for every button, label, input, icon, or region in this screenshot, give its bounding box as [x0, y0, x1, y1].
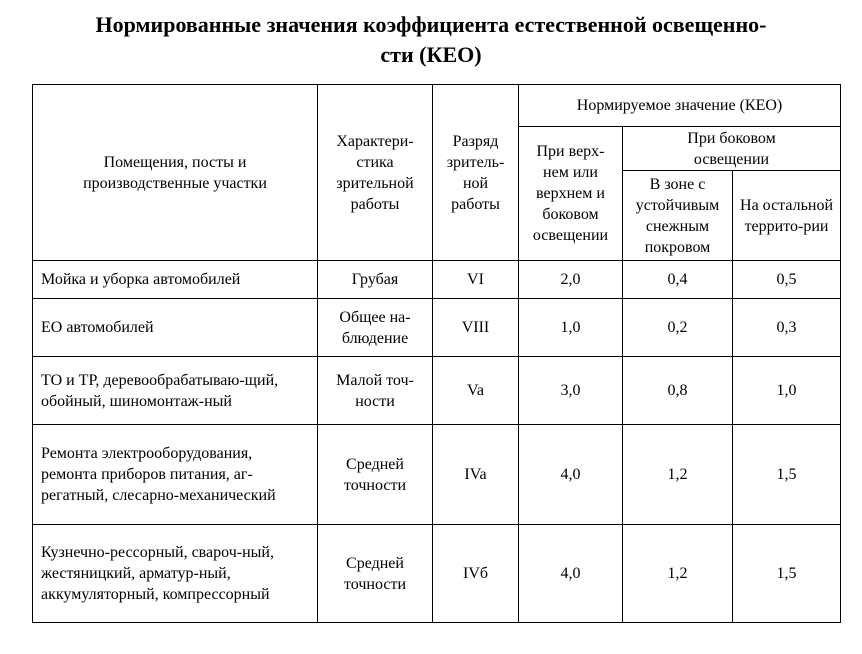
- cell-snow: 1,2: [623, 525, 733, 623]
- cell-other: 1,5: [733, 525, 841, 623]
- header-category: Разряд зритель-ной работы: [433, 85, 519, 261]
- table-row: [33, 299, 841, 357]
- cell-top: 4,0: [519, 425, 623, 525]
- cell-characteristic: Средней точности: [318, 425, 433, 525]
- cell-category: VIII: [433, 299, 519, 357]
- header-other-territory: На остальной террито-рии: [733, 171, 841, 261]
- cell-room: Кузнечно-рессорный, свароч-ный, жестяницкий, арматур-ный, аккумуляторный, компрессорный: [33, 525, 318, 623]
- cell-room: Мойка и уборка автомобилей: [33, 261, 318, 299]
- cell-category: VI: [433, 261, 519, 299]
- cell-other: 1,0: [733, 357, 841, 425]
- table-header: [33, 85, 841, 261]
- header-normalized-group: Нормируемое значение (КЕО): [519, 85, 841, 127]
- cell-top: 3,0: [519, 357, 623, 425]
- cell-snow: 0,4: [623, 261, 733, 299]
- cell-characteristic: Грубая: [318, 261, 433, 299]
- header-rooms: Помещения, посты и производственные участки: [33, 85, 318, 261]
- cell-category: IVб: [433, 525, 519, 623]
- table-row: [33, 357, 841, 425]
- cell-snow: 0,2: [623, 299, 733, 357]
- header-top-lighting: При верх-нем или верхнем и боковом освещении: [519, 127, 623, 261]
- title-line-1: Нормированные значения коэффициента естественной освещенно-: [95, 12, 767, 37]
- table-row: [33, 261, 841, 299]
- header-snow-zone: В зоне с устойчивым снежным покровом: [623, 171, 733, 261]
- cell-snow: 0,8: [623, 357, 733, 425]
- cell-category: Va: [433, 357, 519, 425]
- cell-room: ТО и ТР, деревообрабатываю-щий, обойный, шиномонтаж-ный: [33, 357, 318, 425]
- table-body: [33, 261, 841, 623]
- cell-room: Ремонта электрооборудования, ремонта приборов питания, аг-регатный, слесарно-механический: [33, 425, 318, 525]
- cell-other: 0,5: [733, 261, 841, 299]
- table-title: [0, 10, 862, 70]
- table-row: [33, 525, 841, 623]
- cell-characteristic: Малой точ-ности: [318, 357, 433, 425]
- cell-room: ЕО автомобилей: [33, 299, 318, 357]
- cell-top: 2,0: [519, 261, 623, 299]
- cell-characteristic: Общее на-блюдение: [318, 299, 433, 357]
- cell-top: 1,0: [519, 299, 623, 357]
- cell-other: 0,3: [733, 299, 841, 357]
- cell-category: IVa: [433, 425, 519, 525]
- header-characteristic: Характери-стика зрительной работы: [318, 85, 433, 261]
- cell-snow: 1,2: [623, 425, 733, 525]
- title-line-2: сти (КЕО): [380, 42, 482, 67]
- header-side-group: При боковом освещении: [623, 127, 841, 171]
- cell-other: 1,5: [733, 425, 841, 525]
- table-row: [33, 425, 841, 525]
- keo-table: [32, 84, 841, 623]
- cell-top: 4,0: [519, 525, 623, 623]
- cell-characteristic: Средней точности: [318, 525, 433, 623]
